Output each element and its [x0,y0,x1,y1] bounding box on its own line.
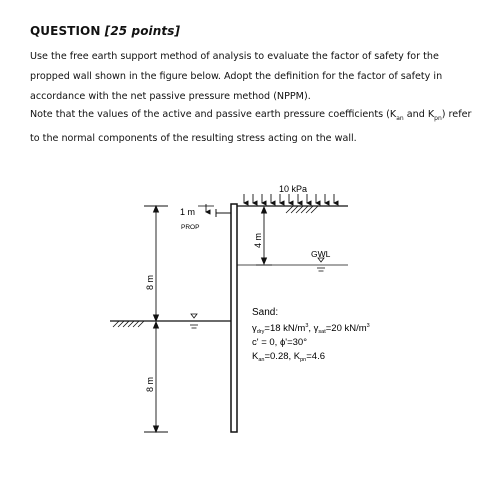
gamma-dry-sub: dry [256,329,265,335]
gamma-sat-value: =20 kN/m [325,323,367,334]
retained-height-label: 8 m [145,274,155,290]
p2-sub-an: an [396,114,404,122]
soil-name: Sand: [252,307,279,318]
ka-sub: an [258,357,265,363]
gwl-water-symbol [317,258,325,271]
sheet-pile-wall [231,204,237,432]
question-points: [25 points] [104,24,181,38]
prop-depth-label: 1 m [180,207,196,217]
kp-sub: pn [300,357,307,363]
p2-text-1: Note that the values of the active and passive earth pressure coefficients (K [30,109,397,120]
retained-height-dimension [144,206,168,321]
question-heading: QUESTION [30,24,105,38]
gamma-sat-cube: 3 [366,323,370,329]
soil-strength: c' = 0, ϕ'=30° [252,337,308,348]
ka-symbol: K [252,351,259,362]
kp-value: =4.6 [306,351,326,362]
p2-sub-pn: pn [434,114,442,122]
dredge-level-hatch [113,321,144,327]
prop-label: PROP [181,224,200,231]
surcharge-arrows [244,194,334,203]
gwl-depth-label: 4 m [253,232,263,248]
gwl-label: GWL [311,249,331,259]
ka-value: =0.28, K [264,351,301,362]
soil-unit-weights: $\gamma_{dry}=18$ $kN/m^3$, $\gamma_{sat}=20$ $kN/m^3$ [252,323,370,335]
p2-text-2: and K [403,109,435,120]
gamma-dry-value: =18 kN/m [264,323,306,334]
retained-ground-hatch [286,206,318,213]
soil-coefficients [252,351,325,363]
gamma-dry-cube: 3 [305,323,309,329]
gamma-dry-symbol: γ [252,323,257,334]
gamma-sat-sub: sat [318,329,326,335]
embedment-depth-label: 8 m [145,376,155,392]
question-paragraph-1: Use the free earth support method of analysis to evaluate the factor of safety for the propped wall shown in the figure below. Adopt the definition for the factor of safety in accordance with the net passive pressure method (NPPM). [30,51,443,102]
surcharge-label: 10 kPa [279,184,308,194]
gamma-sat-symbol: γ [313,323,319,334]
p2-text-3: ) refer to the normal components of the resulting stress acting on the wall. [30,109,472,144]
